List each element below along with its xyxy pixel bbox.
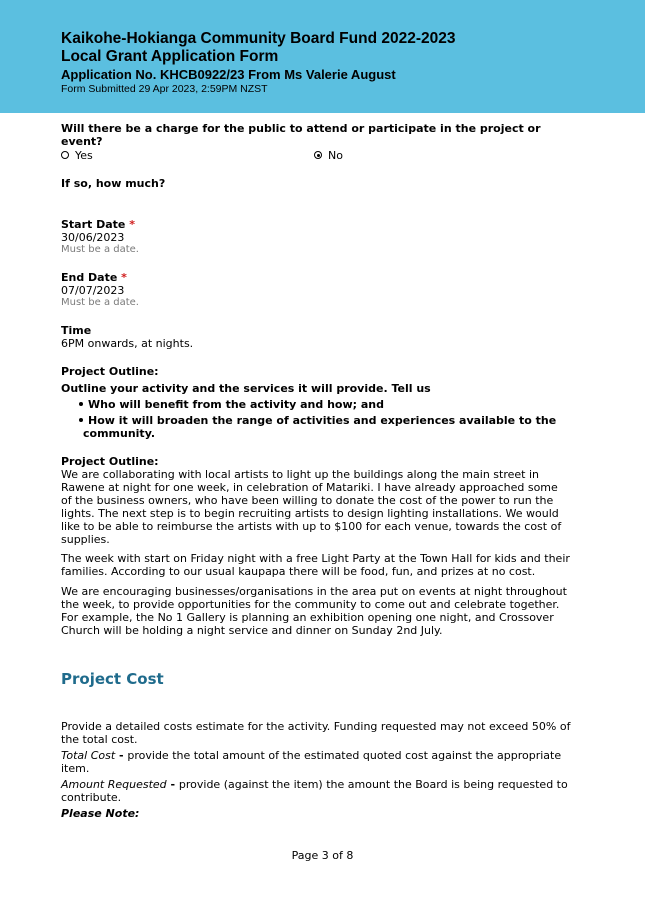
cost-paragraph-1 — [61, 720, 581, 746]
required-asterisk: * — [129, 218, 135, 231]
text-line: We are collaborating with local artists to light up the buildings along the main street in — [61, 468, 539, 481]
end-date-label-text: End Date — [61, 271, 118, 284]
dash: - — [115, 749, 128, 762]
outline-bullet-1-text: Who will benefit from the activity and how; and — [88, 398, 384, 411]
text-line: supplies. — [61, 533, 110, 546]
outline-bullet-1 — [79, 398, 384, 411]
radio-yes-label: Yes — [75, 149, 93, 162]
charge-question-line2: event? — [61, 135, 103, 148]
outline-bullet-2-text: How it will broaden the range of activities and experiences available to the — [88, 414, 557, 427]
outline-paragraph-2 — [61, 552, 581, 578]
outline-bullet-2 — [79, 414, 556, 427]
end-date-label — [61, 271, 127, 284]
text-line: Rawene at night for one week, in celebration of Matariki. I have already approached some — [61, 481, 558, 494]
fund-title: Kaikohe-Hokianga Community Board Fund 2022-2023 — [61, 30, 456, 47]
start-date-label-text: Start Date — [61, 218, 126, 231]
project-cost-heading: Project Cost — [61, 670, 164, 688]
text-line: the total cost. — [61, 733, 138, 746]
outline-bullet-2-cont: community. — [83, 427, 156, 440]
end-date-hint: Must be a date. — [61, 297, 139, 308]
end-date-value: 07/07/2023 — [61, 284, 125, 297]
outline-instructions-intro: Outline your activity and the services it will provide. Tell us — [61, 382, 431, 395]
text-line: Provide a detailed costs estimate for the activity. Funding requested may not exceed 50% of — [61, 720, 571, 733]
radio-unselected-icon — [61, 151, 69, 159]
form-title: Local Grant Application Form — [61, 48, 279, 65]
required-asterisk: * — [121, 271, 127, 284]
outline-paragraph-1 — [61, 468, 581, 546]
start-date-label — [61, 218, 135, 231]
start-date-hint: Must be a date. — [61, 244, 139, 255]
time-value: 6PM onwards, at nights. — [61, 337, 194, 350]
text-line: families. According to our usual kaupapa there will be food, fun, and prizes at no cost. — [61, 565, 536, 578]
total-cost-note — [61, 749, 581, 775]
text-line: item. — [61, 762, 90, 775]
form-header — [0, 0, 645, 113]
radio-option-no[interactable] — [314, 149, 343, 162]
text-line: For example, the No 1 Gallery is planning an exhibition opening one night, and Crossover — [61, 611, 554, 624]
radio-selected-icon — [314, 151, 322, 159]
time-label: Time — [61, 324, 92, 337]
bullet-icon — [79, 418, 83, 422]
amount-requested-desc: provide (against the item) the amount the Board is being requested to — [178, 778, 568, 791]
submitted-timestamp: Form Submitted 29 Apr 2023, 2:59PM NZST — [61, 83, 268, 95]
text-line: like to be able to reimburse the artists with up to $100 for each venue, towards the cost of — [61, 520, 562, 533]
text-line: Church will be holding a night service and dinner on Sunday 2nd July. — [61, 624, 443, 637]
how-much-label: If so, how much? — [61, 177, 166, 190]
radio-option-yes[interactable] — [61, 149, 93, 162]
radio-no-label: No — [328, 149, 343, 162]
text-line — [61, 778, 581, 791]
please-note-label: Please Note: — [61, 807, 140, 820]
text-line: of the business owners, who have been willing to donate the cost of the power to run the — [61, 494, 554, 507]
text-line: the week, to provide opportunities for the community to come out and celebrate together. — [61, 598, 560, 611]
outline-answer-label: Project Outline: — [61, 455, 159, 468]
text-line — [61, 749, 581, 762]
outline-instructions-title: Project Outline: — [61, 365, 159, 378]
start-date-value: 30/06/2023 — [61, 231, 125, 244]
application-number: Application No. KHCB0922/23 From Ms Valerie August — [61, 67, 396, 82]
text-line: contribute. — [61, 791, 122, 804]
page-number: Page 3 of 8 — [291, 849, 354, 862]
charge-question-line1: Will there be a charge for the public to attend or participate in the project or — [61, 122, 541, 135]
amount-requested-note — [61, 778, 581, 804]
outline-paragraph-3 — [61, 585, 581, 637]
dash: - — [166, 778, 179, 791]
text-line: We are encouraging businesses/organisations in the area put on events at night throughout — [61, 585, 567, 598]
text-line: lights. The next step is to begin recruiting artists to design lighting installations. We would — [61, 507, 559, 520]
bullet-icon — [79, 402, 83, 406]
amount-requested-term: Amount Requested — [61, 778, 167, 791]
total-cost-term: Total Cost — [61, 749, 116, 762]
text-line: The week with start on Friday night with a free Light Party at the Town Hall for kids and their — [61, 552, 570, 565]
total-cost-desc: provide the total amount of the estimated quoted cost against the appropriate — [127, 749, 562, 762]
